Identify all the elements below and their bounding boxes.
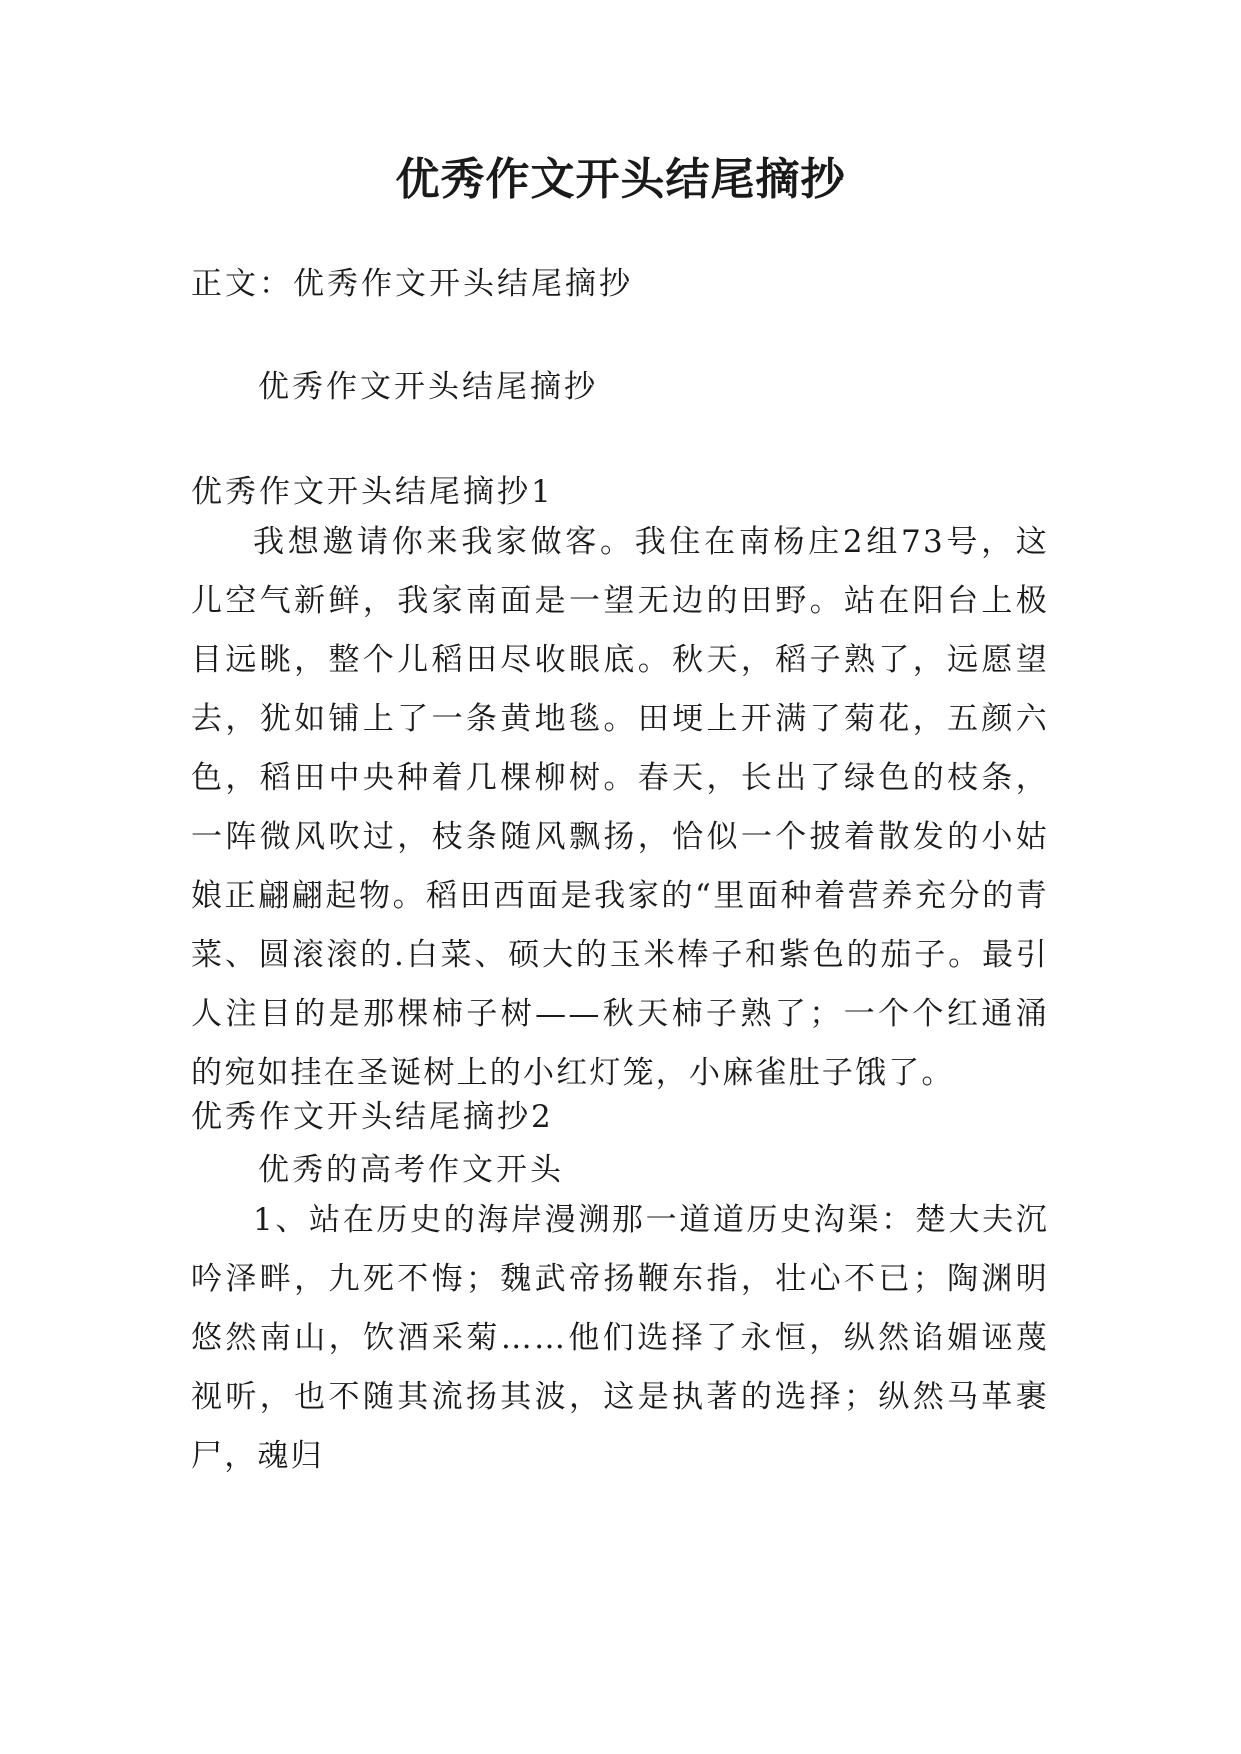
section1-paragraph: 我想邀请你来我家做客。我住在南杨庄2组73号，这儿空气新鲜，我家南面是一望无边的田野。站在阳台上极目远眺，整个儿稻田尽收眼底。秋天，稻子熟了，远愿望去，犹如铺上了一条黄地毯。田埂上开满了菊花，五颜六色，稻田中央种着几棵柳树。春天，长出了绿色的枝条，一阵微风吹过，枝条随风飘扬，恰似一个披着散发的小姑娘正翩翩起物。稻田西面是我家的“里面种着营养充分的青菜、圆滚滚的.白菜、硕大的玉米棒子和紫色的茄子。最引人注目的是那棵柿子树——秋天柿子熟了；一个个红通涌的宛如挂在圣诞树上的小红灯笼，小麻雀肚子饿了。 [191,524,1049,1091]
sub-heading: 优秀作文开头结尾摘抄 [258,369,598,405]
intro-line: 正文：优秀作文开头结尾摘抄 [191,266,633,302]
section2-heading: 优秀作文开头结尾摘抄2 [191,1099,554,1135]
section2-sub-heading: 优秀的高考作文开头 [258,1152,564,1188]
section1-heading: 优秀作文开头结尾摘抄1 [191,474,554,510]
section2-paragraph: 1、站在历史的海岸漫溯那一道道历史沟渠：楚大夫沉吟泽畔，九死不悔；魏武帝扬鞭东指，壮心不已；陶渊明悠然南山，饮酒采菊……他们选择了永恒，纵然谄媚诬蔑视听，也不随其流扬其波，这是执著的选择；纵然马革裹尸，魂归 [191,1202,1049,1474]
document-title: 优秀作文开头结尾摘抄 [395,154,846,205]
